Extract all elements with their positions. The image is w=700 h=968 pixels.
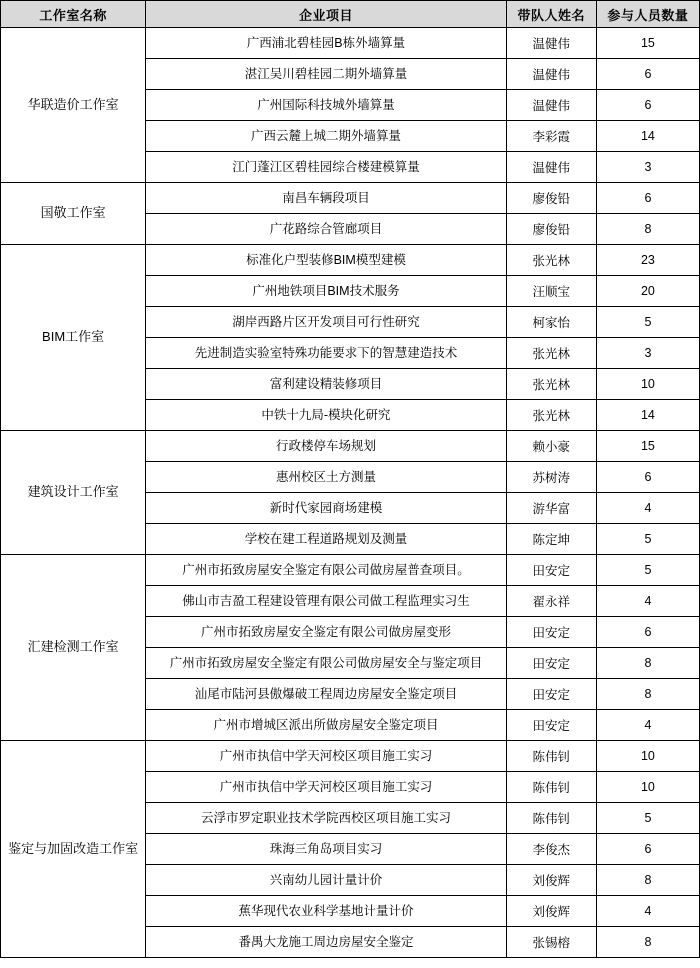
participant-count-cell: 8 — [596, 927, 699, 958]
participant-count-cell: 3 — [596, 152, 699, 183]
table-row — [1, 245, 700, 276]
participant-count-cell: 5 — [596, 307, 699, 338]
studio-name-cell: 华联造价工作室 — [1, 28, 146, 183]
project-name-cell: 广州市拓致房屋安全鉴定有限公司做房屋安全与鉴定项目 — [146, 648, 507, 679]
project-name-cell: 学校在建工程道路规划及测量 — [146, 524, 507, 555]
leader-name-cell: 翟永祥 — [506, 586, 596, 617]
leader-name-cell: 廖俊铅 — [506, 183, 596, 214]
project-name-cell: 湖岸西路片区开发项目可行性研究 — [146, 307, 507, 338]
project-name-cell: 广西云麓上城二期外墙算量 — [146, 121, 507, 152]
participant-count-cell: 3 — [596, 338, 699, 369]
participant-count-cell: 4 — [596, 896, 699, 927]
studio-name-cell: 汇建检测工作室 — [1, 555, 146, 741]
project-name-cell: 汕尾市陆河县傲爆破工程周边房屋安全鉴定项目 — [146, 679, 507, 710]
studio-name-cell: 建筑设计工作室 — [1, 431, 146, 555]
leader-name-cell: 汪顺宝 — [506, 276, 596, 307]
studio-name-cell: 鉴定与加固改造工作室 — [1, 741, 146, 958]
leader-name-cell: 刘俊辉 — [506, 865, 596, 896]
project-name-cell: 云浮市罗定职业技术学院西校区项目施工实习 — [146, 803, 507, 834]
project-name-cell: 江门蓬江区碧桂园综合楼建模算量 — [146, 152, 507, 183]
project-name-cell: 珠海三角岛项目实习 — [146, 834, 507, 865]
table-body — [1, 28, 700, 958]
participant-count-cell: 6 — [596, 59, 699, 90]
participant-count-cell: 4 — [596, 586, 699, 617]
table-header — [1, 1, 700, 28]
project-name-cell: 广州市增城区派出所做房屋安全鉴定项目 — [146, 710, 507, 741]
project-name-cell: 南昌车辆段项目 — [146, 183, 507, 214]
participant-count-cell: 8 — [596, 214, 699, 245]
leader-name-cell: 赖小豪 — [506, 431, 596, 462]
leader-name-cell: 李彩霞 — [506, 121, 596, 152]
project-name-cell: 广州市拓致房屋安全鉴定有限公司做房屋变形 — [146, 617, 507, 648]
participant-count-cell: 6 — [596, 462, 699, 493]
leader-name-cell: 廖俊铅 — [506, 214, 596, 245]
project-name-cell: 广西浦北碧桂园B栋外墙算量 — [146, 28, 507, 59]
leader-name-cell: 张光林 — [506, 400, 596, 431]
project-name-cell: 番禺大龙施工周边房屋安全鉴定 — [146, 927, 507, 958]
leader-name-cell: 田安定 — [506, 555, 596, 586]
leader-name-cell: 柯家怡 — [506, 307, 596, 338]
participant-count-cell: 4 — [596, 493, 699, 524]
leader-name-cell: 陈伟钊 — [506, 803, 596, 834]
participant-count-cell: 15 — [596, 431, 699, 462]
project-name-cell: 新时代家园商场建模 — [146, 493, 507, 524]
participant-count-cell: 14 — [596, 121, 699, 152]
project-name-cell: 富利建设精装修项目 — [146, 369, 507, 400]
project-name-cell: 先进制造实验室特殊功能要求下的智慧建造技术 — [146, 338, 507, 369]
leader-name-cell: 游华富 — [506, 493, 596, 524]
table-row — [1, 431, 700, 462]
participant-count-cell: 5 — [596, 803, 699, 834]
project-name-cell: 广州市执信中学天河校区项目施工实习 — [146, 741, 507, 772]
column-header-studio: 工作室名称 — [1, 1, 146, 28]
participant-count-cell: 6 — [596, 183, 699, 214]
participant-count-cell: 8 — [596, 679, 699, 710]
leader-name-cell: 田安定 — [506, 617, 596, 648]
participant-count-cell: 6 — [596, 90, 699, 121]
project-name-cell: 兴南幼儿园计量计价 — [146, 865, 507, 896]
leader-name-cell: 苏树涛 — [506, 462, 596, 493]
project-name-cell: 广州市拓致房屋安全鉴定有限公司做房屋普查项目。 — [146, 555, 507, 586]
project-name-cell: 广花路综合管廊项目 — [146, 214, 507, 245]
project-name-cell: 中铁十九局-模块化研究 — [146, 400, 507, 431]
participant-count-cell: 23 — [596, 245, 699, 276]
column-header-project: 企业项目 — [146, 1, 507, 28]
participant-count-cell: 14 — [596, 400, 699, 431]
leader-name-cell: 张光林 — [506, 245, 596, 276]
project-name-cell: 广州地铁项目BIM技术服务 — [146, 276, 507, 307]
leader-name-cell: 温健伟 — [506, 90, 596, 121]
leader-name-cell: 田安定 — [506, 648, 596, 679]
participant-count-cell: 10 — [596, 772, 699, 803]
studio-name-cell: BIM工作室 — [1, 245, 146, 431]
participant-count-cell: 10 — [596, 741, 699, 772]
leader-name-cell: 陈伟钊 — [506, 741, 596, 772]
leader-name-cell: 温健伟 — [506, 59, 596, 90]
project-name-cell: 标准化户型装修BIM模型建模 — [146, 245, 507, 276]
project-name-cell: 广州市执信中学天河校区项目施工实习 — [146, 772, 507, 803]
leader-name-cell: 陈伟钊 — [506, 772, 596, 803]
leader-name-cell: 田安定 — [506, 710, 596, 741]
project-name-cell: 行政楼停车场规划 — [146, 431, 507, 462]
leader-name-cell: 温健伟 — [506, 152, 596, 183]
participant-count-cell: 8 — [596, 648, 699, 679]
project-name-cell: 佛山市吉盈工程建设管理有限公司做工程监理实习生 — [146, 586, 507, 617]
leader-name-cell: 刘俊辉 — [506, 896, 596, 927]
table-row — [1, 555, 700, 586]
leader-name-cell: 李俊杰 — [506, 834, 596, 865]
leader-name-cell: 张光林 — [506, 369, 596, 400]
table-row — [1, 183, 700, 214]
participant-count-cell: 8 — [596, 865, 699, 896]
leader-name-cell: 陈定坤 — [506, 524, 596, 555]
participant-count-cell: 6 — [596, 617, 699, 648]
participant-count-cell: 6 — [596, 834, 699, 865]
column-header-leader: 带队人姓名 — [506, 1, 596, 28]
participant-count-cell: 10 — [596, 369, 699, 400]
leader-name-cell: 张锡榕 — [506, 927, 596, 958]
participant-count-cell: 15 — [596, 28, 699, 59]
leader-name-cell: 田安定 — [506, 679, 596, 710]
table-row — [1, 28, 700, 59]
leader-name-cell: 张光林 — [506, 338, 596, 369]
leader-name-cell: 温健伟 — [506, 28, 596, 59]
column-header-count: 参与人员数量 — [596, 1, 699, 28]
project-name-cell: 广州国际科技城外墙算量 — [146, 90, 507, 121]
participant-count-cell: 5 — [596, 555, 699, 586]
participant-count-cell: 20 — [596, 276, 699, 307]
project-name-cell: 蕉华现代农业科学基地计量计价 — [146, 896, 507, 927]
studio-name-cell: 国敬工作室 — [1, 183, 146, 245]
project-name-cell: 惠州校区土方测量 — [146, 462, 507, 493]
project-name-cell: 湛江吴川碧桂园二期外墙算量 — [146, 59, 507, 90]
participant-count-cell: 4 — [596, 710, 699, 741]
table-header-row — [1, 1, 700, 28]
participant-count-cell: 5 — [596, 524, 699, 555]
table-row — [1, 741, 700, 772]
